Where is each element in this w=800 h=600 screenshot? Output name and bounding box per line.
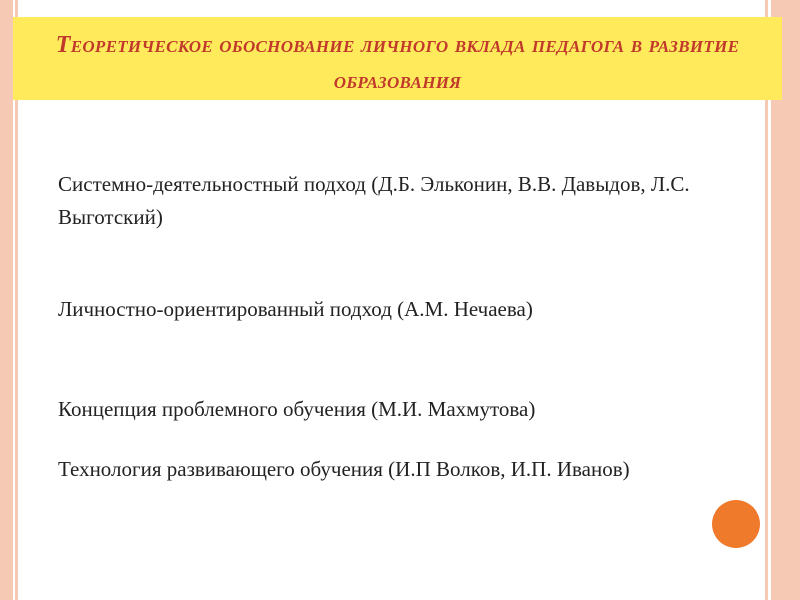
orange-circle-decoration — [712, 500, 760, 548]
title-banner — [13, 17, 782, 100]
slide-title: Теоретическое обоснование личного вклада педагога в развитие образования — [55, 32, 740, 94]
left-border-stripe-wide — [0, 0, 13, 600]
content-item-problem-learning: Концепция проблемного обучения (М.И. Махмутова) — [58, 397, 536, 421]
content-item-developmental-tech: Технология развивающего обучения (И.П Волков, И.П. Иванов) — [58, 457, 630, 481]
content-item-personal-approach: Личностно-ориентированный подход (А.М. Нечаева) — [58, 297, 533, 321]
content-item-systemic-approach: Системно-деятельностный подход (Д.Б. Эльконин, В.В. Давыдов, Л.С. Выготский) — [58, 172, 690, 229]
